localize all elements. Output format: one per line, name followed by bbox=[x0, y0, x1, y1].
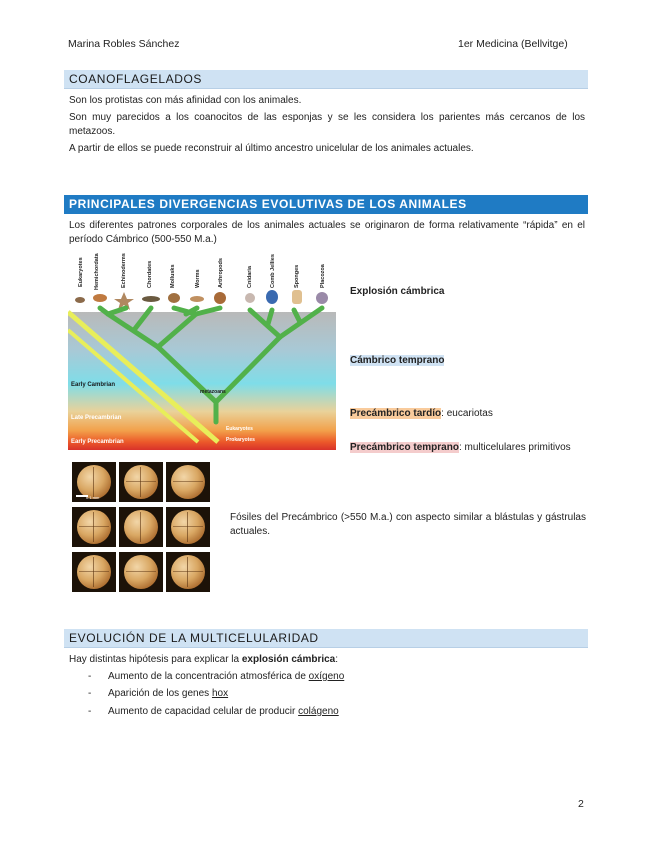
phylogenetic-tree-figure bbox=[68, 252, 336, 450]
fossil-image bbox=[72, 507, 116, 547]
taxon-label: Eukaryotes bbox=[78, 257, 84, 287]
fossil-caption: Fósiles del Precámbrico (>550 M.a.) con aspecto similar a blástulas y gástrulas actuales. bbox=[230, 512, 586, 537]
node-label-eukaryotes: Eukaryotes bbox=[226, 426, 253, 432]
era-label: Late Precambrian bbox=[71, 415, 122, 421]
node-label-prokaryotes: Prokaryotes bbox=[226, 437, 255, 443]
list-item bbox=[88, 706, 339, 717]
taxon-label: Cnidaria bbox=[247, 265, 253, 288]
header-author: Marina Robles Sánchez bbox=[68, 38, 180, 50]
label-late-precambrian-rest: : eucariotas bbox=[441, 408, 493, 419]
fossil-image bbox=[166, 507, 210, 547]
header-course: 1er Medicina (Bellvitge) bbox=[458, 38, 568, 50]
taxon-label: Sponges bbox=[294, 264, 300, 288]
fossil-image bbox=[119, 462, 163, 502]
node-label-metazoans: metazoans bbox=[200, 389, 226, 395]
list-text: Aparición de los genes bbox=[108, 688, 212, 699]
taxon-label: Hemichordata bbox=[94, 253, 100, 290]
taxon-label: Comb Jellies bbox=[270, 254, 276, 288]
label-early-precambrian-rest: : multicelulares primitivos bbox=[458, 442, 571, 453]
fossil-image bbox=[166, 462, 210, 502]
taxon-label: Worms bbox=[195, 269, 201, 288]
page-number: 2 bbox=[578, 798, 584, 810]
list-underlined: oxígeno bbox=[308, 671, 345, 682]
label-early-precambrian-text: Precámbrico temprano bbox=[350, 442, 459, 453]
list-text: Aumento de la concentración atmosférica de bbox=[108, 671, 309, 682]
label-late-precambrian-text: Precámbrico tardío bbox=[350, 408, 442, 419]
paragraph bbox=[69, 653, 585, 667]
label-early-cambrian bbox=[350, 355, 444, 366]
label-early-cambrian-text: Cámbrico temprano bbox=[350, 355, 445, 366]
tree-svg bbox=[68, 252, 336, 450]
taxon-label: Arthropods bbox=[218, 258, 224, 288]
section-title-multicelularidad: EVOLUCIÓN DE LA MULTICELULARIDAD bbox=[64, 629, 588, 648]
label-explosion: Explosión cámbrica bbox=[350, 286, 445, 297]
intro-bold: explosión cámbrica bbox=[241, 654, 336, 665]
era-label: Early Precambrian bbox=[71, 439, 124, 445]
scale-label: 0.1 mm bbox=[86, 495, 100, 500]
list-dash: - bbox=[88, 706, 92, 717]
list-underlined: colágeno bbox=[298, 706, 339, 717]
label-late-precambrian bbox=[350, 408, 493, 419]
list-dash: - bbox=[88, 671, 92, 682]
taxon-label: Chordates bbox=[147, 260, 153, 288]
taxon-label: Echinoderms bbox=[121, 253, 127, 288]
paragraph: Son los protistas con más afinidad con los animales. bbox=[69, 95, 302, 106]
list-text: Aumento de capacidad celular de producir bbox=[108, 706, 299, 717]
era-label: Early Cambrian bbox=[71, 382, 116, 388]
section-title-coanoflagelados: COANOFLAGELADOS bbox=[64, 70, 588, 89]
list-item bbox=[88, 671, 344, 682]
paragraph: Son muy parecidos a los coanocitos de las esponjas y se les considera los parientes más cercanos de los metazoos. bbox=[69, 112, 585, 137]
list-item bbox=[88, 688, 228, 699]
fossil-image bbox=[72, 552, 116, 592]
list-dash: - bbox=[88, 688, 92, 699]
paragraph: Los diferentes patrones corporales de los animales actuales se originaron de forma relativamente “rápida” en el período Cámbrico (500-550 M.a.) bbox=[69, 220, 585, 245]
section-title-divergencias: PRINCIPALES DIVERGENCIAS EVOLUTIVAS DE LOS ANIMALES bbox=[64, 195, 588, 214]
fossil-image bbox=[166, 552, 210, 592]
fossil-image-grid bbox=[72, 462, 212, 594]
paragraph: A partir de ellos se puede reconstruir al último ancestro unicelular de los animales actuales. bbox=[69, 143, 474, 154]
taxon-label: Mollusks bbox=[170, 264, 176, 288]
intro-text: Hay distintas hipótesis para explicar la bbox=[69, 654, 242, 665]
intro-end: : bbox=[335, 654, 339, 665]
taxon-label: Placozoa bbox=[320, 264, 326, 288]
list-underlined: hox bbox=[211, 688, 229, 699]
fossil-image bbox=[119, 552, 163, 592]
label-early-precambrian bbox=[350, 442, 571, 453]
fossil-image bbox=[119, 507, 163, 547]
